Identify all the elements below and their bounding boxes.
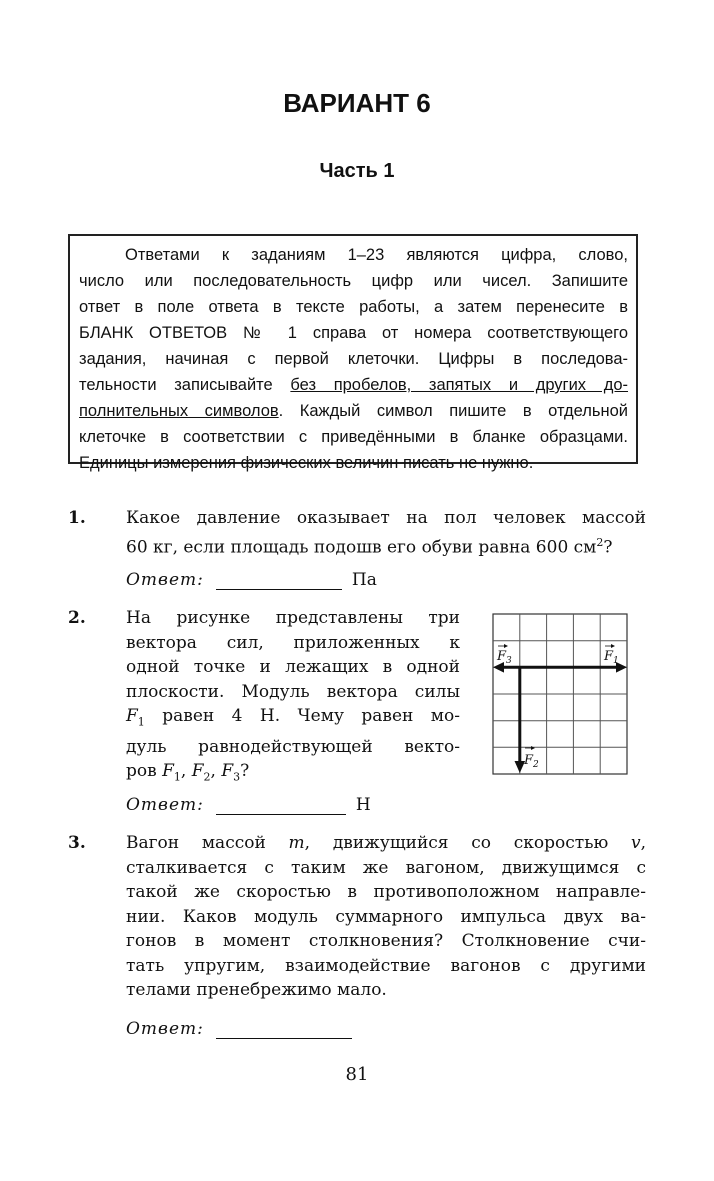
answer-unit: Н	[355, 795, 371, 815]
label-f2: $F_2$	[524, 753, 539, 770]
question-line	[126, 831, 646, 856]
label-f3: $F_3$	[497, 649, 512, 666]
question-2-number: 2.	[68, 608, 86, 628]
question-3-answer	[126, 1019, 352, 1039]
question-text: ,	[640, 833, 646, 853]
question-1-text	[126, 506, 646, 560]
question-1-answer	[126, 570, 377, 590]
grid-lines	[493, 614, 627, 774]
instructions-line: число или последовательность цифр или чисел. Запишите	[79, 272, 628, 290]
instructions-box	[68, 234, 638, 472]
instructions-line	[79, 398, 628, 424]
separator: ,	[210, 761, 222, 782]
answer-unit: Па	[351, 570, 377, 590]
question-line	[126, 531, 646, 560]
var-m: m	[288, 833, 305, 853]
page-number: 81	[345, 1064, 369, 1085]
superscript: 2	[596, 535, 604, 549]
question-text: ров	[126, 761, 163, 782]
instructions-line: Ответами к заданиям 1–23 являются цифра, слово,	[125, 246, 628, 264]
question-3-number: 3.	[68, 833, 86, 853]
var-f: F	[221, 761, 234, 782]
question-line: На рисунке представлены три	[126, 608, 460, 628]
label-f1: $F_1$	[604, 649, 619, 666]
var-f: F	[126, 706, 138, 726]
instructions-line	[79, 372, 628, 398]
question-line: одной точке и лежащих в одной	[126, 657, 460, 677]
instructions-line: БЛАНК ОТВЕТОВ № 1 справа от номера соответствующего	[79, 324, 628, 342]
question-text: ?	[240, 761, 250, 782]
question-line: такой же скоростью в противоположном направле-	[126, 882, 646, 902]
question-line	[126, 759, 460, 790]
answer-field[interactable]	[216, 796, 346, 815]
subscript: 3	[233, 770, 241, 784]
answer-label: Ответ:	[126, 1019, 204, 1039]
question-line: Какое давление оказывает на пол человек массой	[126, 508, 646, 528]
variant-title: ВАРИАНТ 6	[283, 88, 431, 118]
question-line: гонов в момент столкновения? Столкновение счи-	[126, 931, 646, 951]
question-line: тать упругим, взаимодействие вагонов с другими	[126, 955, 646, 976]
instructions-line: задания, начиная с первой клеточки. Цифры в последова-	[79, 350, 628, 368]
answer-field[interactable]	[216, 1020, 352, 1039]
instructions-text: тельности записывайте	[79, 376, 291, 394]
question-2-answer	[126, 795, 371, 815]
instructions-line: Единицы измерения физических величин писать не нужно.	[79, 454, 534, 472]
var-v: v	[630, 833, 641, 853]
instructions-line: ответ в поле ответа в тексте работы, а затем перенесите в	[79, 298, 628, 316]
instructions-text: . Каждый символ пишите в отдельной	[278, 402, 628, 420]
question-1-number: 1.	[68, 508, 86, 528]
instructions-line: клеточке в соответствии с приведёнными в бланке образцами.	[79, 428, 628, 446]
question-text: Вагон массой	[126, 833, 289, 853]
question-line: сталкивается с таким же вагоном, движущимся с	[126, 857, 646, 878]
question-line: вектора сил, приложенных к	[126, 632, 460, 653]
question-line: телами пренебрежимо мало.	[126, 980, 387, 1000]
var-f: F	[191, 761, 204, 782]
question-line: плоскости. Модуль вектора силы	[126, 681, 460, 702]
subscript: 1	[173, 770, 181, 784]
question-line: дуль равнодействующей векто-	[126, 736, 460, 757]
question-2-text	[126, 606, 460, 790]
force-vectors-figure	[492, 613, 628, 775]
answer-field[interactable]	[216, 571, 342, 590]
subscript: 1	[137, 715, 145, 729]
var-f: F	[162, 761, 174, 782]
question-line: нии. Каков модуль суммарного импульса двух ва-	[126, 906, 646, 927]
question-text: ?	[603, 537, 613, 558]
instructions-underlined: полнительных символов	[79, 402, 279, 420]
question-3-text	[126, 831, 646, 1003]
question-text: , движущийся со скоростью	[304, 833, 631, 853]
answer-label: Ответ:	[126, 570, 204, 590]
instructions-underlined: без пробелов, запятых и других до-	[290, 376, 629, 394]
answer-label: Ответ:	[126, 795, 204, 815]
separator: ,	[180, 761, 192, 782]
question-line	[126, 704, 460, 735]
subscript: 2	[203, 770, 211, 784]
question-text: 60 кг, если площадь подошв его обуви равна 600 см	[126, 537, 597, 558]
part-title: Часть 1	[319, 160, 395, 182]
question-text: равен 4 Н. Чему равен мо-	[144, 706, 460, 726]
